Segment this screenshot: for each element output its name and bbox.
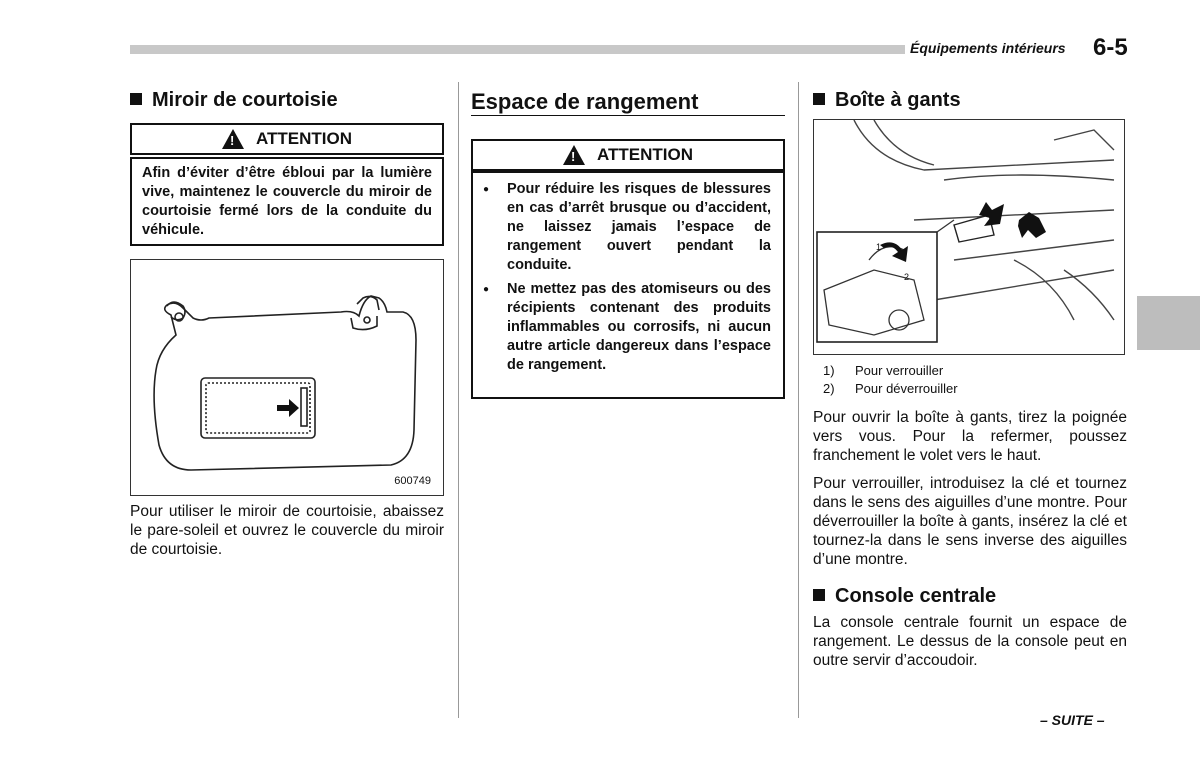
- square-bullet-icon: [130, 93, 142, 105]
- heading-console-centrale: Console centrale: [813, 585, 996, 608]
- attention-text: Afin d’éviter d’être ébloui par la lumière vive, maintenez le couvercle du miroir de courtoisie fermé lors de la conduite du véhicule.: [142, 165, 432, 238]
- caption-1: 1) Pour verrouiller: [823, 363, 944, 378]
- heading-espace-rangement: Espace de rangement: [471, 89, 699, 114]
- continued-marker: – SUITE –: [1040, 712, 1105, 728]
- square-bullet-icon: [813, 589, 825, 601]
- column-divider: [798, 82, 799, 718]
- callout-1: 1: [876, 242, 882, 252]
- warning-triangle-icon: [222, 129, 244, 149]
- list-item: ● Pour réduire les risques de blessures en cas d’arrêt brusque ou d’accident, ne laissez jamais l’espace de rangement ouvert pendant la conduite.: [483, 180, 771, 275]
- warning-triangle-icon: [563, 145, 585, 165]
- figure-sun-visor: [130, 259, 444, 496]
- attention-box: [130, 157, 444, 246]
- header-rule: [130, 45, 905, 54]
- list-item: ● Ne mettez pas des atomiseurs ou des récipients contenant des produits inflammables ou corrosifs, ni aucun autre article dangereux dans l’espace de rangement.: [483, 280, 771, 375]
- body-miroir: Pour utiliser le miroir de courtoisie, abaissez le pare-soleil et ouvrez le couvercle du miroir de courtoisie.: [130, 503, 444, 558]
- caption-2: 2) Pour déverrouiller: [823, 381, 958, 396]
- body-boite-verrouiller: Pour verrouiller, introduisez la clé et tournez dans le sens des aiguilles d’une montre. Pour déverrouiller la boîte à gants, insérez la clé et tournez-la dans le sens inverse des aiguilles d’une montre.: [813, 475, 1127, 568]
- figure-glove-box: [813, 119, 1125, 355]
- body-boite-ouvrir: Pour ouvrir la boîte à gants, tirez la poignée vers vous. Pour la refermer, poussez franchement le volet vers le haut.: [813, 409, 1127, 464]
- attention-header: ! ATTENTION: [471, 139, 785, 171]
- callout-2: 2: [904, 272, 910, 282]
- heading-boite-gants: Boîte à gants: [813, 89, 961, 112]
- heading-miroir: Miroir de courtoisie: [130, 89, 338, 112]
- body-console: La console centrale fournit un espace de rangement. Le dessus de la console peut en outre servir d’accoudoir.: [813, 614, 1127, 669]
- page-number: 6-5: [1093, 34, 1128, 61]
- attention-box: [471, 171, 785, 399]
- section-title: Équipements intérieurs: [910, 40, 1066, 56]
- figure-number: 600749: [394, 475, 431, 487]
- sun-visor-illustration: [131, 260, 443, 495]
- chapter-side-tab: [1137, 296, 1200, 350]
- heading-rule: [471, 115, 785, 116]
- attention-header: ! ATTENTION: [130, 123, 444, 155]
- attention-bullet-list: [483, 180, 771, 375]
- square-bullet-icon: [813, 93, 825, 105]
- column-divider: [458, 82, 459, 718]
- glove-box-illustration: [814, 120, 1124, 354]
